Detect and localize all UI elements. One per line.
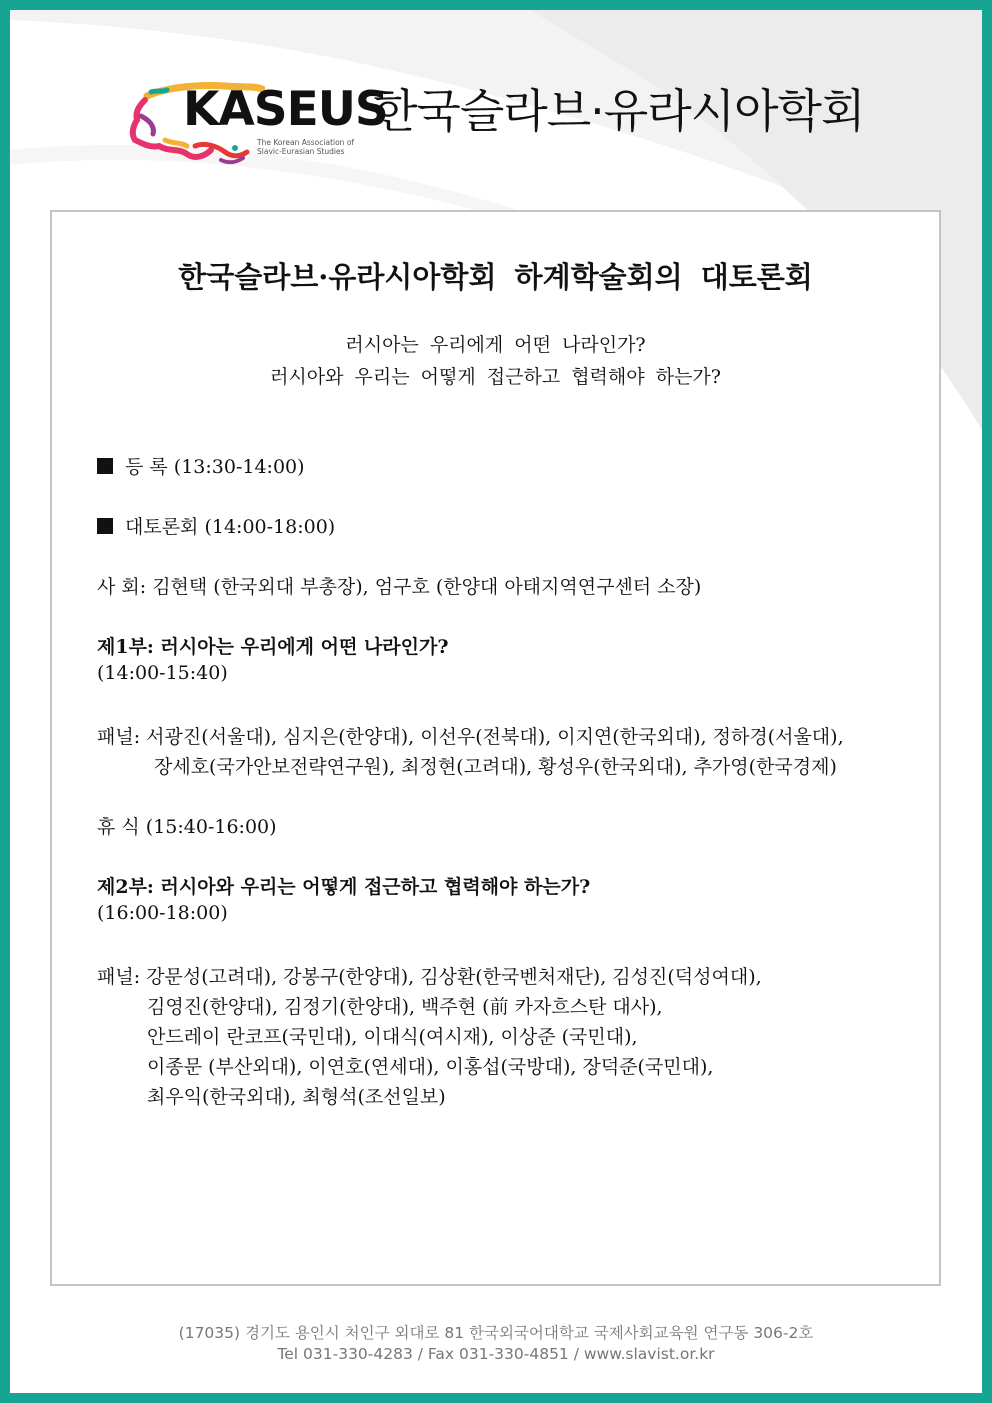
moderator-line: 사 회: 김현택 (한국외대 부총장), 엄구호 (한양대 아태지역연구센터 소장) [97,576,702,598]
registration-item [97,452,305,479]
break-line: 휴 식 (15:40-16:00) [97,816,277,838]
logo-wordmark: KASEUS [183,82,388,137]
part2-panel-line-1: 패널: 강문성(고려대), 강봉구(한양대), 김상환(한국벤처재단), 김성진(덕성여대), [97,966,762,988]
part1-title: 제1부: 러시아는 우리에게 어떤 나라인가? [97,636,449,658]
header [125,70,885,170]
part1-panel-line-2: 장세호(국가안보전략연구원), 최정현(고려대), 황성우(한국외대), 추가영(한국경제) [154,756,837,778]
footer-address: (17035) 경기도 용인시 처인구 외대로 81 한국외국어대학교 국제사회교육원 연구동 306-2호 [178,1324,814,1342]
part2-title: 제2부: 러시아와 우리는 어떻게 접근하고 협력해야 하는가? [97,876,591,898]
square-bullet-icon [97,518,113,534]
part1-time: (14:00-15:40) [97,662,228,684]
debate-text: 대토론회 (14:00-18:00) [125,516,336,538]
registration-text: 등 록 (13:30-14:00) [125,456,305,478]
part1-panel-line-1: 패널: 서광진(서울대), 심지은(한양대), 이선우(전북대), 이지연(한국외대), 정하경(서울대), [97,726,844,748]
logo-subtitle [257,138,367,156]
part2-panel-line-2: 김영진(한양대), 김정기(한양대), 백주현 (前 카자흐스탄 대사), [147,996,663,1018]
part2-panel-line-4: 이종문 (부산외대), 이연호(연세대), 이홍섭(국방대), 장덕준(국민대), [147,1056,714,1078]
logo-subtitle-line-2: Slavic-Eurasian Studies [257,147,345,156]
program-box [50,210,941,1286]
subtitle-line-1: 러시아는 우리에게 어떤 나라인가? [345,334,646,356]
part2-panel-line-3: 안드레이 란코프(국민대), 이대식(여시재), 이상준 (국민대), [147,1026,638,1048]
logo-subtitle-line-1: The Korean Association of [257,138,355,147]
debate-item [97,512,335,539]
event-title: 한국슬라브·유라시아학회 하계학술회의 대토론회 [178,260,813,294]
society-name: 한국슬라브·유라시아학회 [373,84,865,138]
footer-contact: Tel 031-330-4283 / Fax 031-330-4851 / www.slavist.or.kr [277,1345,715,1363]
part2-panel-line-5: 최우익(한국외대), 최형석(조선일보) [147,1086,446,1108]
part2-time: (16:00-18:00) [97,902,228,924]
subtitle-line-2: 러시아와 우리는 어떻게 접근하고 협력해야 하는가? [270,366,721,388]
square-bullet-icon [97,458,113,474]
